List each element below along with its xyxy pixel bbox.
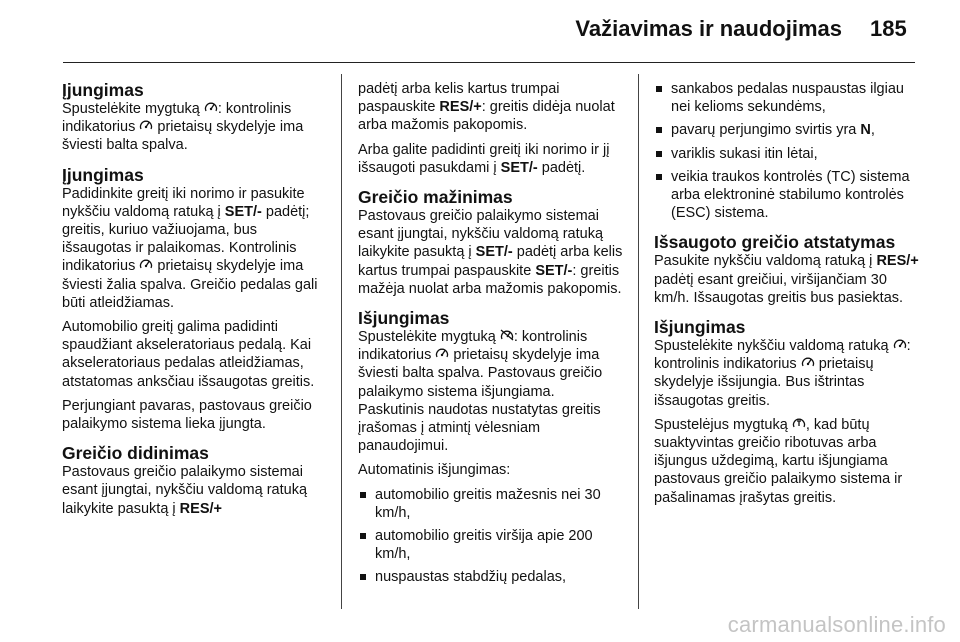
paragraph: Spustelėkite nykščiu valdomą ratuką : kontrolinis indikatorius prietaisų skydelyje išsijungia. Bus ištrintas išsaugotas greitis. (654, 338, 911, 409)
cruise-control-off-icon (500, 329, 514, 343)
header-divider (63, 62, 915, 63)
section-heading: Greičio didinimas (62, 443, 209, 464)
cruise-control-icon (801, 356, 815, 370)
section-heading: Įjungimas (62, 164, 144, 185)
section-heading: Įjungimas (62, 80, 144, 100)
bullet-icon (656, 127, 662, 133)
page-title: Važiavimas ir naudojimas (575, 16, 842, 41)
list-item: veikia traukos kontrolės (TC) sistema arba elektroninė stabilumo kontrolės (ESC) sistema. (654, 168, 922, 223)
cruise-control-icon (435, 347, 449, 361)
section-deactivation (358, 308, 624, 587)
paragraph: padėtį arba kelis kartus trumpai paspauskite RES/+: greitis didėja nuolat arba mažomis pakopomis. (358, 81, 615, 134)
paragraph: Automatinis išjungimas: (358, 462, 511, 479)
section-deactivation-2 (654, 317, 922, 507)
paragraph: Padidinkite greitį iki norimo ir pasukite nykščiu valdomą ratuką į SET/- padėtį; greitis, kuriuo važiuojama, bus išsaugotas ir palaikomas. Kontrolinis indikatorius prietaisų skydelyje ima šviesti žalia spalva. Greičio pedalas gali būti atleidžiamas. (62, 185, 318, 311)
paragraph: Pasukite nykščiu valdomą ratuką į RES/+ padėtį esant greičiui, viršijančiam 30 km/h. Išsaugotas greitis bus pasiektas. (654, 253, 919, 306)
column-3 (654, 80, 922, 517)
paragraph: Arba galite padidinti greitį iki norimo ir jį išsaugoti pasukdami į SET/- padėtį. (358, 141, 610, 176)
section-heading: Išjungimas (654, 317, 746, 338)
bullet-icon (360, 533, 366, 539)
paragraph: Perjungiant pavaras, pastovaus greičio palaikymo sistema lieka įjungta. (62, 397, 312, 433)
section-activation-2 (62, 165, 328, 434)
cruise-control-icon (139, 119, 153, 133)
section-heading: Išjungimas (358, 308, 450, 329)
paragraph: Spustelėkite mygtuką : kontrolinis indikatorius prietaisų skydelyje ima šviesti balta spalva. (62, 101, 304, 154)
cruise-control-icon (204, 101, 218, 115)
section-speed-decrease (358, 187, 624, 298)
bullet-icon (360, 574, 366, 580)
list-item: variklis sukasi itin lėtai, (654, 145, 922, 163)
list-item: pavarų perjungimo svirtis yra N, (654, 121, 922, 139)
bullet-list (654, 80, 922, 222)
bullet-icon (360, 492, 366, 498)
column-divider (341, 74, 342, 609)
paragraph: Pastovaus greičio palaikymo sistemai esant įjungtai, nykščiu valdomą ratuką laikykite pasuktą į SET/- padėtį arba kelis kartus trumpai paspauskite SET/-: greitis mažėja nuolat arba mažomis pakopomis. (358, 208, 623, 297)
paragraph: Spustelėkite mygtuką : kontrolinis indikatorius prietaisų skydelyje ima šviesti balta spalva. Pastovaus greičio palaikymo sistema išjungiama. Paskutinis naudotas nustatytas greitis įrašomas į atmintį vėlesniam panaudojimui. (358, 329, 603, 455)
column-2 (358, 80, 624, 597)
section-resume-speed (654, 232, 922, 307)
cruise-control-icon (139, 258, 153, 272)
section-heading: Greičio mažinimas (358, 187, 513, 208)
watermark: carmanualsonline.info (727, 612, 946, 637)
paragraph: Spustelėjus mygtuką , kad būtų suaktyvintas greičio ribotuvas arba išjungus uždegimą, kartu išjungiama pastovaus greičio palaikymo sistema ir pašalinamas įrašytas greitis. (654, 416, 903, 506)
list-item: sankabos pedalas nuspaustas ilgiau nei kelioms sekundėms, (654, 80, 922, 116)
section-heading: Išsaugoto greičio atstatymas (654, 232, 896, 253)
list-item: nuspaustas stabdžių pedalas, (358, 568, 624, 586)
bullet-icon (656, 174, 662, 180)
paragraph: Pastovaus greičio palaikymo sistemai esant įjungtai, nykščiu valdomą ratuką laikykite pasuktą į RES/+ (62, 464, 308, 517)
bullet-list (358, 486, 624, 587)
paragraph: Automobilio greitį galima padidinti spaudžiant akseleratoriaus pedalą. Kai akseleratoriaus pedalas atleidžiamas, atstatomas anksčiau išsaugotas greitis. (62, 319, 315, 390)
column-1 (62, 80, 328, 528)
column-divider (638, 74, 639, 609)
bullet-icon (656, 151, 662, 157)
bullet-icon (656, 86, 662, 92)
cruise-control-icon (893, 338, 907, 352)
page-number: 185 (870, 16, 907, 41)
speed-limiter-icon (792, 417, 806, 431)
list-item: automobilio greitis viršija apie 200 km/h, (358, 527, 624, 563)
section-speed-increase (62, 443, 328, 518)
list-item: automobilio greitis mažesnis nei 30 km/h, (358, 486, 624, 522)
section-activation (62, 80, 328, 155)
